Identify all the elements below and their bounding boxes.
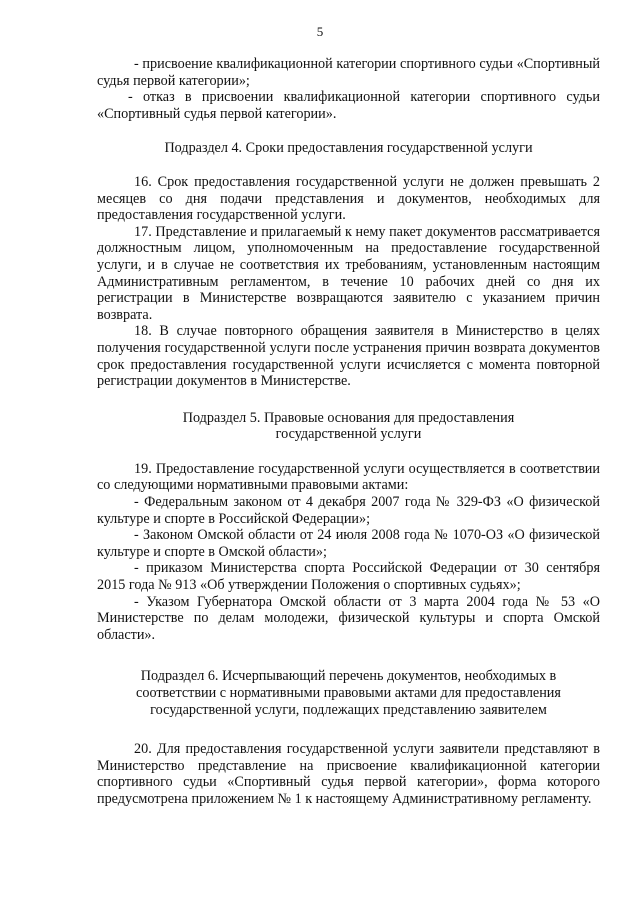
document-body — [97, 56, 600, 808]
list-item: - Указом Губернатора Омской области от 3 марта 2004 года № 53 «О Министерстве по делам молодежи, физической культуры и спорта Омской области». — [97, 593, 600, 643]
list-item: - отказ в присвоении квалификационной категории спортивного судьи «Спортивный судья первой категории». — [97, 89, 600, 122]
paragraph-19: 19. Предоставление государственной услуги осуществляется в соответствии со следующими нормативными правовыми актами: — [97, 460, 600, 494]
subsection-heading-4: Подраздел 4. Сроки предоставления государственной услуги — [164, 140, 533, 157]
list-item: - Законом Омской области от 24 июля 2008 года № 1070-ОЗ «О физической культуре и спорте в Омской области»; — [97, 527, 600, 560]
list-item: - присвоение квалификационной категории спортивного судьи «Спортивный судья первой категории»; — [97, 56, 600, 89]
paragraph-18: 18. В случае повторного обращения заявителя в Министерство в целях получения государственной услуги после устранения причин возврата документов срок предоставления государственной услуги исчисляется с момента повторной регистрации документов в Министерстве. — [97, 323, 600, 390]
paragraph-20: 20. Для предоставления государственной услуги заявители представляют в Министерство представление на присвоение квалификационной категории спортивного судьи «Спортивный судья первой категории», форма которого предусмотрена приложением № 1 к настоящему Административному регламенту. — [97, 741, 600, 807]
list-item: - Федеральным законом от 4 декабря 2007 года № 329-ФЗ «О физической культуре и спорте в Российской Федерации»; — [97, 494, 600, 527]
list-item: - приказом Министерства спорта Российской Федерации от 30 сентября 2015 года № 913 «Об утверждении Положения о спортивных судьях»; — [97, 560, 600, 594]
subsection-heading-6: Подраздел 6. Исчерпывающий перечень документов, необходимых в соответствии с нормативными правовыми актами для предоставления государственной услуги, подлежащих представлению заявителем — [136, 668, 561, 718]
subsection-heading-5: Подраздел 5. Правовые основания для предоставления государственной услуги — [182, 409, 515, 443]
page-number: 5 — [316, 24, 324, 39]
paragraph-16: 16. Срок предоставления государственной услуги не должен превышать 2 месяцев со дня подачи представления и документов, необходимых для предоставления государственной услуги. — [97, 173, 600, 224]
paragraph-17: 17. Представление и прилагаемый к нему пакет документов рассматривается должностным лицом, уполномоченным на предоставление государственной услуги, и в случае не соответствия их требованиям, установленным настоящим Административным регламентом, в течение 10 рабочих дней со дня их регистрации в Министерстве возвращаются заявителю с указанием причин возврата. — [97, 223, 600, 323]
